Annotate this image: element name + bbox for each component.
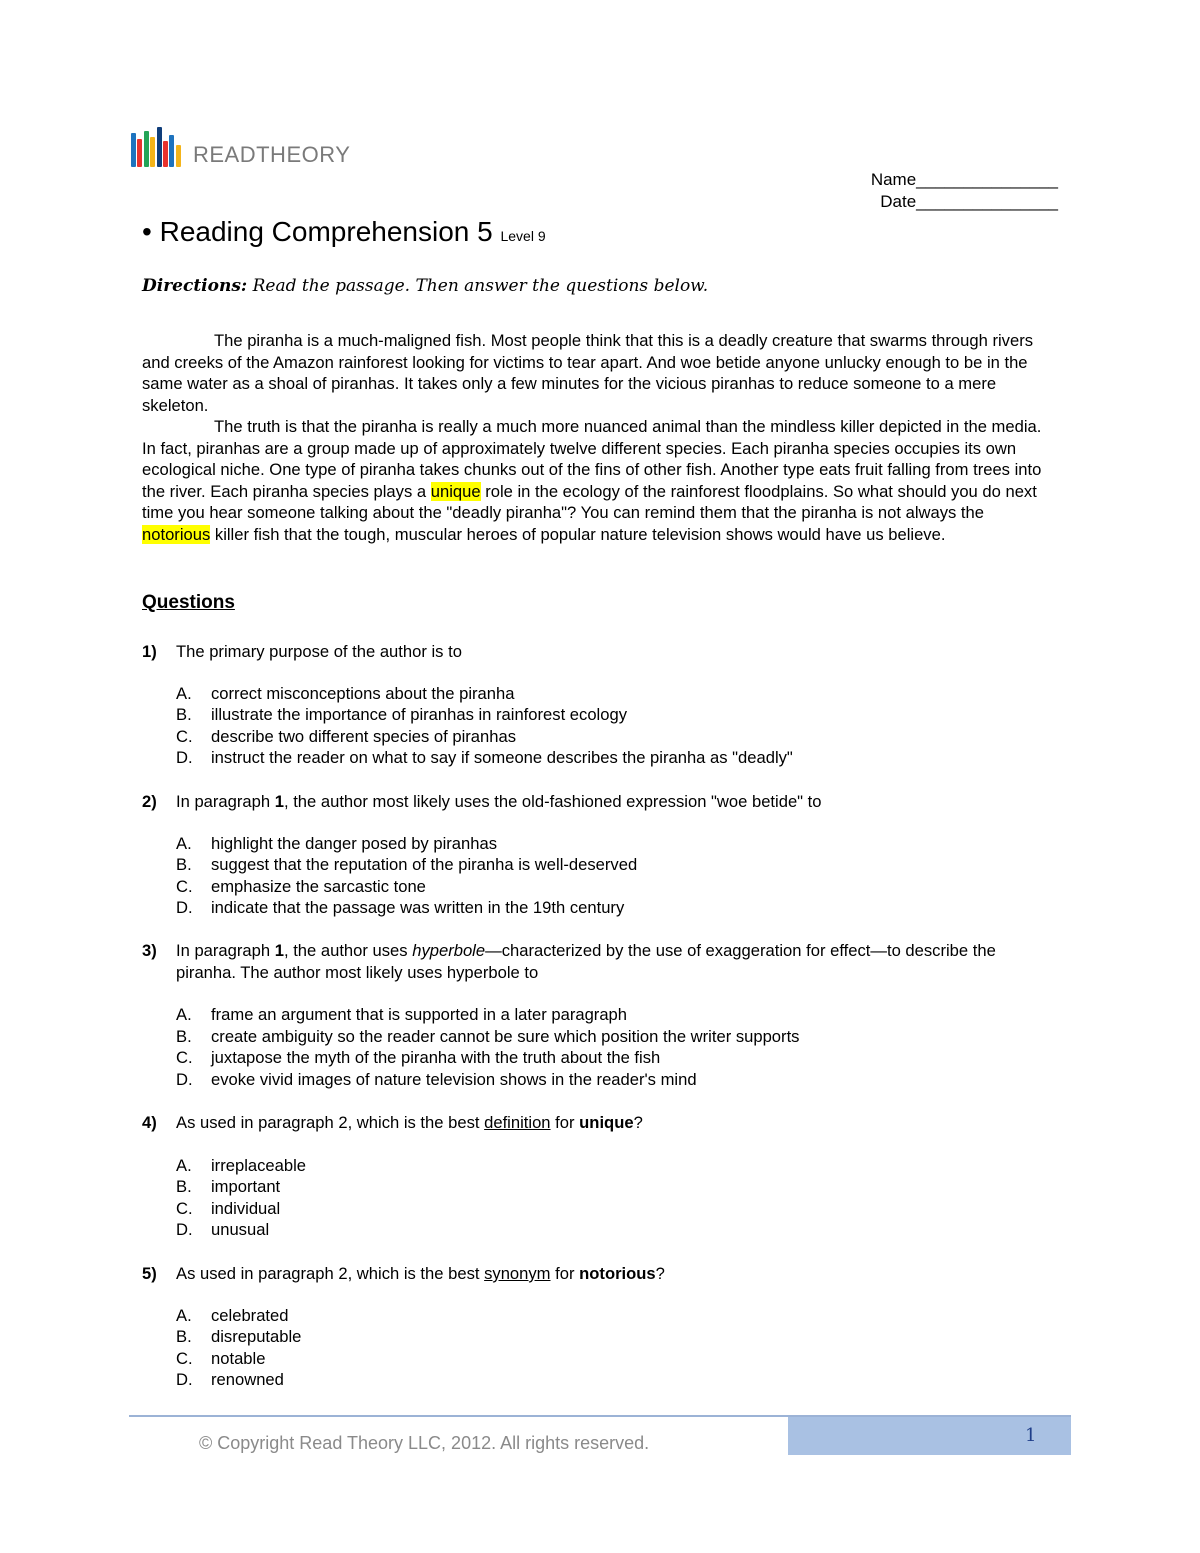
choice-text: instruct the reader on what to say if someone describes the piranha as "deadly"	[211, 748, 793, 767]
choice-letter: D.	[176, 1069, 193, 1089]
passage-p2-part-a: The truth is that the piranha is really a much more nuanced animal than the mindless killer depicted in the media. In fact, piranhas are a group made up of approximately twelve different species. Each piranha species occupies its own ecological niche. One type of piranha takes chunks out of the fins of other fish. Another type eats fruit falling from trees into the river. Each piranha species plays a	[142, 417, 1042, 501]
title-main: Reading Comprehension 5	[159, 216, 493, 247]
stem-part: , the author uses	[283, 941, 408, 960]
choice-text: illustrate the importance of piranhas in rainforest ecology	[211, 705, 627, 724]
directions-text: Read the passage. Then answer the questions below.	[252, 276, 709, 296]
readtheory-logo	[131, 127, 181, 167]
choice-letter: D.	[176, 748, 193, 767]
stem-part: unique	[579, 1113, 634, 1132]
stem-part: notorious	[579, 1264, 656, 1283]
question-3	[142, 940, 1052, 1090]
stem-part: 1	[274, 792, 284, 811]
brand-name: READTHEORY	[193, 142, 351, 167]
stem-part: 1	[274, 941, 284, 960]
highlight-notorious: notorious	[142, 524, 211, 544]
choice-letter: B.	[176, 1327, 192, 1346]
choice-d[interactable]	[142, 897, 1052, 919]
date-field-label: Date_______________	[880, 192, 1058, 211]
question-stem: The primary purpose of the author is to	[176, 642, 462, 661]
question-number: 2)	[142, 792, 157, 811]
choice-text: correct misconceptions about the piranha	[211, 683, 515, 703]
stem-part: As used in paragraph 2, which is the best	[176, 1113, 480, 1132]
highlight-unique: unique	[430, 481, 481, 501]
choice-letter: B.	[176, 1177, 192, 1196]
choice-letter: B.	[176, 1026, 192, 1046]
choice-text: individual	[211, 1198, 281, 1218]
choice-letter: D.	[176, 1370, 193, 1389]
passage-paragraph-2	[142, 416, 1052, 545]
title-level: Level 9	[500, 228, 546, 244]
question-stem	[176, 1112, 1052, 1134]
choice-letter: A.	[176, 1305, 192, 1325]
stem-part: synonym	[484, 1264, 551, 1283]
logo-bar	[137, 139, 142, 167]
question-stem	[176, 791, 1052, 813]
choice-list	[142, 1004, 1052, 1090]
choice-d[interactable]	[142, 1369, 1052, 1391]
choice-letter: C.	[176, 726, 193, 746]
stem-part: In paragraph	[176, 792, 271, 811]
choice-text: notable	[211, 1348, 266, 1368]
stem-part: As used in paragraph 2, which is the best	[176, 1264, 480, 1283]
choice-a[interactable]	[142, 1305, 1052, 1327]
logo-bar	[169, 135, 174, 167]
choice-d[interactable]	[142, 747, 1052, 769]
passage-p2-part-b: role in the ecology of the rainforest floodplains. So what should you do next time you hear someone talking about the "deadly piranha"? You can remind them that the piranha is not always the	[142, 481, 1037, 522]
choice-text: create ambiguity so the reader cannot be sure which position the writer supports	[211, 1026, 800, 1046]
choice-d[interactable]	[142, 1219, 1052, 1241]
choice-text: important	[211, 1177, 281, 1196]
stem-part: ?	[655, 1264, 665, 1283]
choice-letter: A.	[176, 1005, 192, 1024]
stem-part: , the author most likely uses the old-fashioned expression "woe betide" to	[283, 792, 822, 811]
reading-passage	[142, 330, 1052, 545]
page-number: 1	[1025, 1425, 1037, 1446]
choice-c[interactable]	[142, 1348, 1052, 1370]
choice-list	[142, 1155, 1052, 1241]
question-2	[142, 791, 1052, 919]
choice-a[interactable]	[142, 683, 1052, 705]
stem-part: ?	[633, 1113, 643, 1132]
stem-part: definition	[484, 1113, 551, 1132]
choice-letter: A.	[176, 833, 192, 853]
title-bullet: •	[142, 216, 152, 247]
question-number: 5)	[142, 1264, 157, 1283]
choice-c[interactable]	[142, 876, 1052, 898]
choice-letter: D.	[176, 898, 193, 917]
choice-text: describe two different species of piranhas	[211, 726, 517, 746]
page-title	[142, 216, 546, 248]
choice-list	[142, 683, 1052, 769]
choice-a[interactable]	[142, 833, 1052, 855]
directions-label: Directions:	[142, 276, 248, 296]
question-5	[142, 1263, 1052, 1391]
question-number: 3)	[142, 941, 157, 960]
stem-part: hyperbole	[412, 941, 486, 960]
logo-bar	[176, 145, 181, 167]
directions	[142, 276, 708, 296]
passage-p2-part-c: killer fish that the tough, muscular heroes of popular nature television shows would have us believe.	[214, 524, 946, 544]
choice-b[interactable]	[142, 1026, 1052, 1048]
choice-text: indicate that the passage was written in the 19th century	[211, 898, 625, 917]
choice-a[interactable]	[142, 1155, 1052, 1177]
stem-part: In paragraph	[176, 941, 271, 960]
choice-b[interactable]	[142, 1176, 1052, 1198]
logo-bars-icon	[131, 127, 181, 167]
logo-bar	[163, 141, 168, 167]
choice-text: renowned	[211, 1370, 284, 1389]
choice-d[interactable]	[142, 1069, 1052, 1091]
stem-part: for	[555, 1113, 575, 1132]
choice-letter: A.	[176, 683, 192, 703]
question-stem	[176, 1263, 1052, 1285]
choice-letter: C.	[176, 1348, 193, 1368]
choice-c[interactable]	[142, 1047, 1052, 1069]
question-1	[142, 641, 1052, 769]
choice-text: disreputable	[211, 1327, 302, 1346]
copyright-text: © Copyright Read Theory LLC, 2012. All rights reserved.	[199, 1433, 650, 1453]
choice-b[interactable]	[142, 704, 1052, 726]
choice-text: celebrated	[211, 1305, 289, 1325]
choice-letter: D.	[176, 1220, 193, 1239]
question-stem	[176, 940, 1016, 983]
logo-bar	[150, 137, 155, 167]
choice-letter: C.	[176, 876, 193, 896]
choice-list	[142, 833, 1052, 919]
choice-text: irreplaceable	[211, 1155, 307, 1175]
question-number: 1)	[142, 642, 157, 661]
choice-text: juxtapose the myth of the piranha with the truth about the fish	[211, 1048, 661, 1067]
choice-a[interactable]	[142, 1004, 1052, 1026]
choice-text: evoke vivid images of nature television shows in the reader's mind	[211, 1069, 697, 1089]
choice-letter: B.	[176, 855, 192, 874]
choice-c[interactable]	[142, 1198, 1052, 1220]
choice-text: unusual	[211, 1220, 270, 1239]
choice-letter: A.	[176, 1155, 192, 1175]
logo-bar	[131, 133, 136, 167]
choice-text: highlight the danger posed by piranhas	[211, 833, 497, 853]
logo-bar	[144, 131, 149, 167]
passage-paragraph-1: The piranha is a much-maligned fish. Most people think that this is a deadly creature that swarms through rivers and creeks of the Amazon rainforest looking for victims to tear apart. And woe betide anyone unlucky enough to be in the same water as a shoal of piranhas. It takes only a few minutes for the vicious piranhas to reduce someone to a mere skeleton.	[142, 331, 1034, 415]
choice-letter: C.	[176, 1048, 193, 1067]
choice-b[interactable]	[142, 1326, 1052, 1348]
stem-part: for	[555, 1264, 575, 1283]
choice-letter: C.	[176, 1198, 193, 1218]
questions-heading: Questions	[142, 592, 235, 613]
logo-bar	[157, 127, 162, 167]
choice-text: emphasize the sarcastic tone	[211, 876, 426, 896]
choice-list	[142, 1305, 1052, 1391]
choice-c[interactable]	[142, 726, 1052, 748]
choice-b[interactable]	[142, 854, 1052, 876]
name-field-label: Name_______________	[870, 170, 1058, 189]
stem-part: —characterized by the use of exaggeration for effect—to describe the piranha. The author most likely uses hyperbole to	[176, 941, 996, 982]
choice-text: frame an argument that is supported in a later paragraph	[211, 1005, 628, 1024]
question-number: 4)	[142, 1113, 157, 1132]
question-4	[142, 1112, 1052, 1241]
choice-letter: B.	[176, 705, 192, 724]
choice-text: suggest that the reputation of the piranha is well-deserved	[211, 855, 638, 874]
